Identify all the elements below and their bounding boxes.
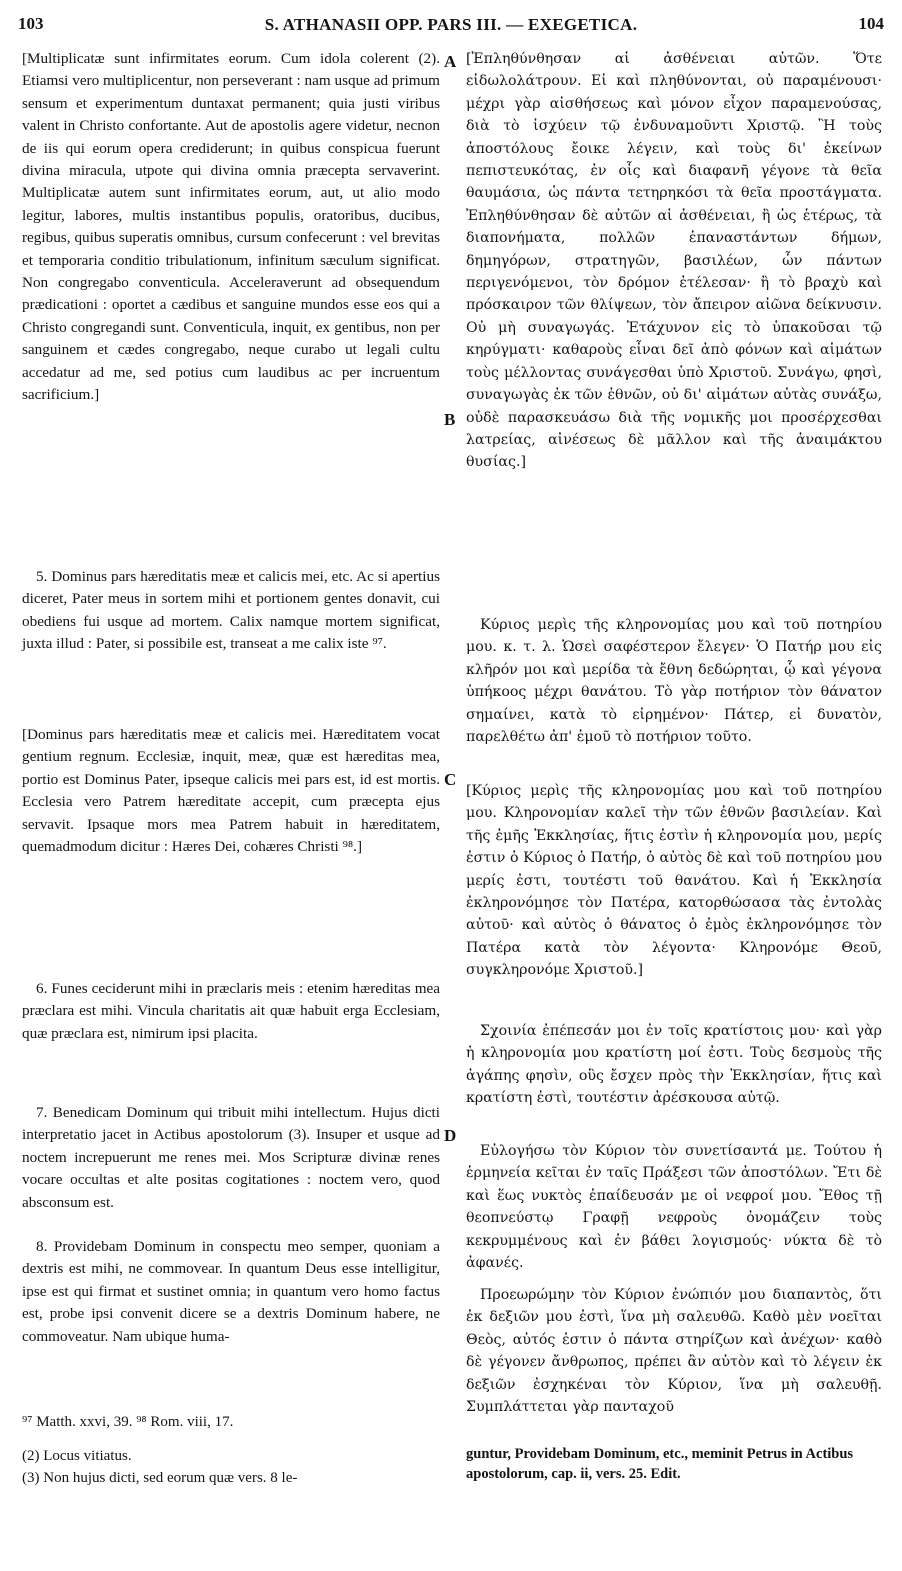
greek-paragraph: [Κύριος μερὶς τῆς κληρονομίας μου καὶ τοῦ ποτηρίου μου. Κληρονομίαν καλεῖ τὴν τῶν ἐθνῶν βασιλείαν. Καὶ τῆς ἐμῆς Ἐκκλησίας, ἥτις ἐστὶν ἡ κληρονομία μου, μερίς ἐστιν ὁ Κύριος ὁ Πατήρ, ὁ αὐτὸς δὲ καὶ τοῦ ποτηρίου μου μερίς ἐστι, τουτέστι τοῦ θανάτου. Καὶ ἡ Ἐκκλησία ἐκληρονόμησε τὸν Πατέρα, κατορθώσασα τὰς ἐντολὰς αὐτοῦ· καὶ αὐτὸς ὁ θάνατος ὁ ἐμὸς ἐκληρονόμησε τὸν Πατέρα κατὰ τὸν λέγοντα· Κληρονόμε Θεοῦ, συγκληρονόμε Χριστοῦ.]: [466, 783, 882, 979]
footnote-3: (3) Non hujus dicti, sed eorum quæ vers. 8 le-: [22, 1470, 298, 1486]
greek-paragraph: Εὐλογήσω τὸν Κύριον τὸν συνετίσαντά με. Τούτου ἡ ἑρμηνεία κεῖται ἐν ταῖς Πράξεσι τῶν ἀποστόλων. Ἔτι δὲ καὶ ἕως νυκτὸς ἐπαίδευσάν με οἱ νεφροί μου. Ἔθος τῇ θεοπνεύστῳ Γραφῇ νεφροὺς ὀνομάζειν τοὺς κεκρυμμένους καὶ ἐν βάθει λογισμούς· νύκτα δὲ τὸ ἀφανές.: [466, 1143, 882, 1272]
latin-paragraph: 5. Dominus pars hæreditatis meæ et calicis mei, etc. Ac si apertius diceret, Pater meus in sortem mihi et portionem gentes donavit, cui obediens fui usque ad mortem. Calix namque mortem significat, juxta illud : Pater, si possibile est, transeat a me calix iste ⁹⁷.: [22, 568, 440, 653]
latin-column: [22, 48, 440, 1396]
greek-paragraph: Σχοινία ἐπέπεσάν μοι ἐν τοῖς κρατίστοις μου· καὶ γὰρ ἡ κληρονομία μου κρατίστη μοί ἐστι. Τοὺς δεσμοὺς τῆς ἀγάπης φησὶν, οὓς ἔσχεν πρὸς τὴν Ἐκκλησίαν, ἥτις καὶ κρατίστη ἐστὶ, τουτέστιν ἀρέσκουσα αὐτῷ.: [466, 1023, 882, 1107]
footnote-3-continuation: guntur, Providebam Dominum, etc., meminit Petrus in Actibus apostolorum, cap. ii, vers. 25. Edit.: [466, 1446, 854, 1482]
greek-paragraph: [Ἐπληθύνθησαν αἱ ἀσθένειαι αὐτῶν. Ὅτε εἰδωλολάτρουν. Εἰ καὶ πληθύνονται, οὐ παραμένουσι· μέχρι γὰρ αἰσθήσεως καὶ μόνον εἶχον παραμενούσας, διὰ τὸ ἰσχύειν τῷ ἐνδυναμοῦντι Χριστῷ. Ἢ τοὺς ἀποστόλους ἔοικε λέγειν, καὶ τοὺς δι' ἐκείνων πεπιστευκότας, ἐν οἷς καὶ διαφανῆ γέγονε τὰ θεῖα θαυμάσια, ὡς πάντα τετηρηκόσι τὰ θεῖα προστάγματα. Ἐπληθύνθησαν δὲ αὐτῶν αἱ ἀσθένειαι, ἢ ὡς ἑτέρως, τὰ διαπονήματα, πολλῶν ἐπαναστάντων δήμων, δημηγόρων, στρατηγῶν, βασιλέων, ὧν πάντων περιγενόμενοι, τὸν δρόμον ἐτέλεσαν· ἢ τὸ βραχὺ καὶ πρόσκαιρον τῶν θλίψεων, τὸν ἄπειρον αἰῶνα δείκνυσιν. Οὐ μὴ συναγωγάς. Ἐτάχυνον εἰς τὸ ὑπακοῦσαι τῷ κηρύγματι· καθαροὺς εἶναι δεῖ ἀπὸ φόνων καὶ αἱμάτων τοὺς μέλλοντας συνάγεσθαι ὑπὸ Χριστοῦ. Συνάγω, φησὶ, συναγωγὰς ἐκ τῶν ἐθνῶν, οὐ δι' αἱμάτων αὐτὰς συνάξω, οὐδὲ παρασκευάσω διὰ τῆς νομικῆς μοι προσέρχεσθαι λατρείας, αἰνέσεως δὲ μᾶλλον καὶ τῆς ἀναιμάκτου θυσίας.]: [466, 51, 882, 471]
running-title: S. ATHANASII OPP. PARS III. — EXEGETICA.: [264, 15, 638, 34]
margin-letter-c: C: [444, 770, 457, 789]
page-number-right: 104: [858, 14, 884, 33]
margin-letter-a: A: [444, 52, 457, 71]
latin-paragraph: 8. Providebam Dominum in conspectu meo semper, quoniam a dextris est mihi, ne commovear. In quantum Deus esse intelligitur, ipse est qui firmat et sustinet omnia; in quantum vero homo factus est, probe ipsi convenit dicere se a dextris Dominum habere, ne commoveatur. Nam ubique huma-: [22, 1238, 440, 1345]
footnote-references: ⁹⁷ Matth. xxvi, 39. ⁹⁸ Rom. viii, 17.: [22, 1414, 234, 1430]
latin-paragraph: 6. Funes ceciderunt mihi in præclaris meis : etenim hæreditas mea præclara est mihi. Vincula charitatis ait quæ habuit erga Ecclesiam, quæ præclara est, nimirum ipsi placita.: [22, 980, 440, 1042]
margin-letter-b: B: [444, 410, 456, 429]
greek-column: [466, 48, 882, 1424]
margin-letter-d: D: [444, 1126, 457, 1145]
greek-paragraph: Κύριος μερὶς τῆς κληρονομίας μου καὶ τοῦ ποτηρίου μου. κ. τ. λ. Ὡσεὶ σαφέστερον ἔλεγεν· Ὁ Πατήρ μου εἰς κλῆρόν μοι καὶ μερίδα τὰ ἔθνη δεδώρηται, ᾧ καὶ γέγονα ὑπήκοος μέχρι θανάτου. Τὸ γὰρ ποτήριον τὸν θάνατον σημαίνει, κατὰ τὸ εἰρημένον· Πάτερ, εἰ δυνατὸν, παρελθέτω ἀπ' ἐμοῦ τὸ ποτήριον τοῦτο.: [466, 617, 882, 746]
page-header: [18, 14, 884, 42]
latin-paragraph: 7. Benedicam Dominum qui tribuit mihi intellectum. Hujus dicti interpretatio jacet in Actibus apostolorum (3). Insuper et usque ad noctem increpuerunt me renes mei. Mos Scripturæ divinæ renes vocare occultas et alte positas cogitationes : noctem vero, quod absconsum est.: [22, 1104, 440, 1211]
page-number-left: 103: [18, 14, 44, 33]
latin-paragraph: [Dominus pars hæreditatis meæ et calicis mei. Hæreditatem vocat gentium regnum. Ecclesiæ, inquit, meæ, quæ est hæreditas mea, portio est Dominus Pater, ipseque calicis mei pars est, id est mortis. Ecclesia vero Patrem hæreditate accepit, cum præcepta ejus servavit. Ipsaque mors mea Patrem habuit in hæreditatem, quemadmodum dicitur : Hæres Dei, cohæres Christi ⁹⁸.]: [22, 726, 440, 856]
footnote-2: (2) Locus vitiatus.: [22, 1448, 132, 1464]
latin-paragraph: [Multiplicatæ sunt infirmitates eorum. Cum idola colerent (2). Etiamsi vero multiplicentur, non perseverant : nam usque ad primum sensum et experimentum duntaxat permanent; quia justi viribus valent in Christo confortante. Aut de apostolis agere videtur, necnon de iis qui eorum opera crediderunt; in quibus conspicua fuerunt divina miracula, utpote qui divina omnia præcepta servaverint. Multiplicatæ autem sunt infirmitates eorum, aut, ut alio modo legitur, labores, multis instantibus populis, oratoribus, ducibus, regibus, quibus superatis omnibus, cursum confecerunt : vel brevitas et temporaria conditio tribulationum, infinitum sæculum significat. Non congregabo conventicula. Acceleraverunt ad obsequendum prædicationi : oportet a cædibus et sanguine mundos esse eos qui a Christo congregandi sunt. Conventicula, inquit, ex gentibus, non per sanguinem et cædes congregabo, neque curabo ut legali cultu accedatur ad me, sed potius cum laudibus ac per incruentum sacrificium.]: [22, 50, 440, 404]
greek-paragraph: Προεωρώμην τὸν Κύριον ἐνώπιόν μου διαπαντὸς, ὅτι ἐκ δεξιῶν μου ἐστὶ, ἵνα μὴ σαλευθῶ. Καθὸ μὲν νοεῖται Θεὸς, αὐτός ἐστιν ὁ πάντα στηρίζων καὶ ἀνέχων· καθὸ δὲ γέγονεν ἄνθρωπος, πρέπει ἂν αὐτὸν καὶ τὸ λέγειν ἐκ δεξιῶν ἐσχηκέναι τὸν Κύριον, ἵνα μὴ σαλευθῇ. Συμπλάττεται γὰρ πανταχοῦ: [466, 1287, 882, 1416]
